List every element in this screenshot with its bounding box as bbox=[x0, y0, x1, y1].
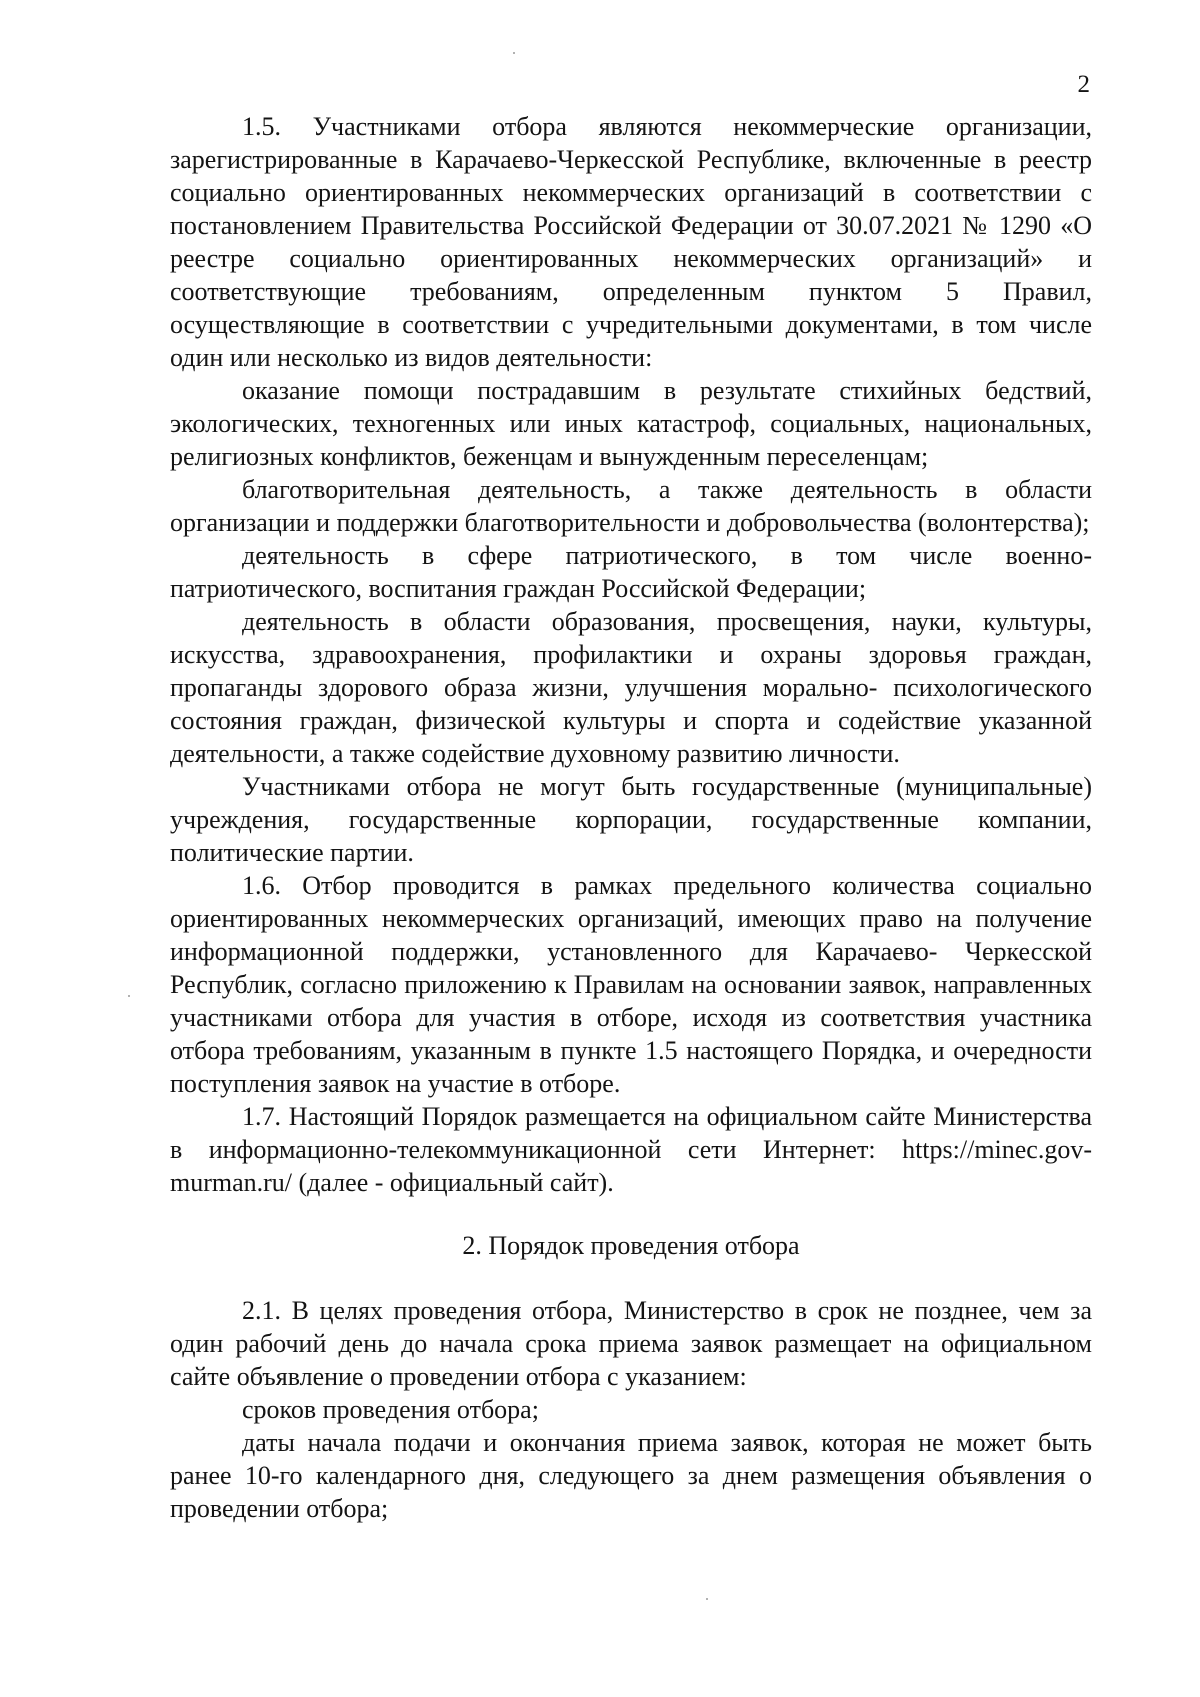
paragraph-1-7: 1.7. Настоящий Порядок размещается на официальном сайте Министерства в информационно-телекоммуникационной сети Интернет: https://minec.gov-murman.ru/ (далее - официальный сайт). bbox=[170, 1102, 1092, 1197]
scan-speck bbox=[706, 1598, 708, 1600]
document-body bbox=[170, 110, 1092, 1525]
paragraph-1-6: 1.6. Отбор проводится в рамках предельного количества социально ориентированных некоммерческих организаций, имеющих право на получение информационной поддержки, установленного для Карачаево- Черкесской Республик, согласно приложению к Правилам на основании заявок, направленных участниками отбора для участия в отборе, исходя из соответствия участника отбора требованиям, указанным в пункте 1.5 настоящего Порядка, и очередности поступления заявок на участие в отборе. bbox=[170, 871, 1092, 1098]
paragraph-selection-terms: сроков проведения отбора; bbox=[242, 1395, 539, 1424]
section-heading: 2. Порядок проведения отбора bbox=[462, 1231, 800, 1260]
paragraph-application-dates: даты начала подачи и окончания приема заявок, которая не может быть ранее 10-го календарного дня, следующего за днем размещения объявления о проведении отбора; bbox=[170, 1428, 1092, 1523]
paragraph-1-5: 1.5. Участниками отбора являются некоммерческие организации, зарегистрированные в Карачаево-Черкесской Республике, включенные в реестр социально ориентированных некоммерческих организаций в соответствии с постановлением Правительства Российской Федерации от 30.07.2021 № 1290 «О реестре социально ориентированных некоммерческих организаций» и соответствующие требованиям, определенным пунктом 5 Правил, осуществляющие в соответствии с учредительными документами, в том числе один или несколько из видов деятельности: bbox=[170, 112, 1092, 372]
paragraph-activity-disaster-aid: оказание помощи пострадавшим в результате стихийных бедствий, экологических, техногенных или иных катастроф, социальных, национальных, религиозных конфликтов, беженцам и вынужденным переселенцам; bbox=[170, 376, 1092, 471]
paragraph-activity-charity: благотворительная деятельность, а также деятельность в области организации и поддержки благотворительности и добровольчества (волонтерства); bbox=[170, 475, 1092, 537]
paragraph-exclusions: Участниками отбора не могут быть государственные (муниципальные) учреждения, государственные корпорации, государственные компании, политические партии. bbox=[170, 772, 1092, 867]
paragraph-activity-patriotic: деятельность в сфере патриотического, в том числе военно- патриотического, воспитания граждан Российской Федерации; bbox=[170, 541, 1092, 603]
scan-speck bbox=[128, 995, 130, 997]
page-number: 2 bbox=[1077, 71, 1090, 98]
scan-speck bbox=[513, 52, 515, 54]
paragraph-activity-education: деятельность в области образования, просвещения, науки, культуры, искусства, здравоохранения, профилактики и охраны здоровья граждан, пропаганды здорового образа жизни, улучшения морально- психологического состояния граждан, физической культуры и спорта и содействие указанной деятельности, а также содействие духовному развитию личности. bbox=[170, 607, 1092, 768]
paragraph-2-1: 2.1. В целях проведения отбора, Министерство в срок не позднее, чем за один рабочий день до начала срока приема заявок размещает на официальном сайте объявление о проведении отбора с указанием: bbox=[170, 1296, 1092, 1391]
